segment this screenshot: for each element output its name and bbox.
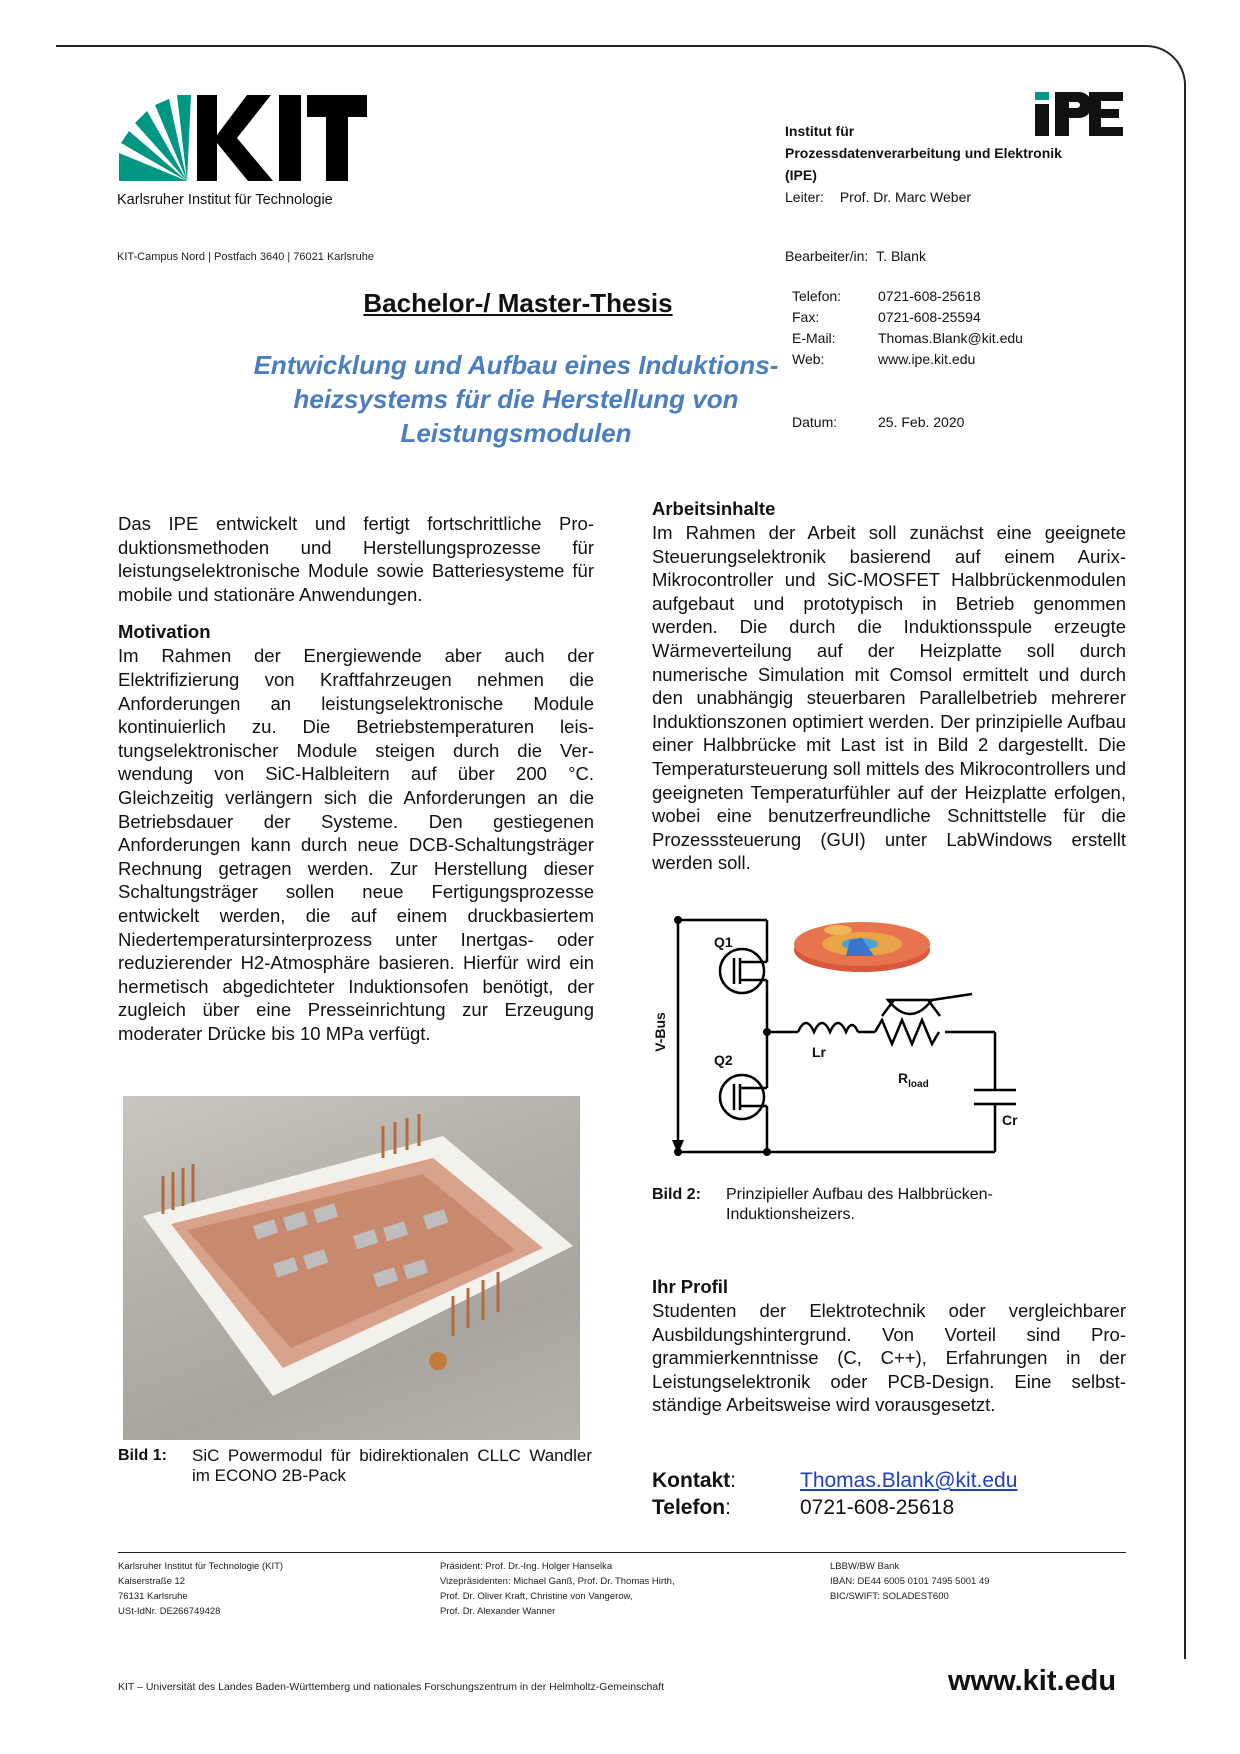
footer-iban: IBAN: DE44 6005 0101 7495 5001 49: [830, 1576, 990, 1587]
figure-2-label: Bild 2:: [652, 1186, 701, 1203]
contact-info: [792, 286, 1052, 376]
cr-label: Cr: [1002, 1112, 1018, 1128]
subtitle-line-3: Leistungsmodulen: [400, 418, 632, 448]
work-heading: Arbeitsinhalte: [652, 498, 776, 519]
contact-fax-value: 0721-608-25594: [878, 309, 981, 325]
subtitle-line-2: heizsystems für die Herstellung von: [293, 384, 739, 414]
institute-leader: [785, 186, 1062, 208]
half-bridge-schematic: [650, 912, 1050, 1162]
kontakt-email-link[interactable]: Thomas.Blank@kit.edu: [800, 1469, 1018, 1492]
footer-col-1: [118, 1559, 283, 1619]
contact-web-value[interactable]: www.ipe.kit.edu: [878, 351, 976, 367]
footer-city: 76131 Karlsruhe: [118, 1591, 188, 1602]
vbus-label: V-Bus: [651, 1012, 668, 1052]
left-column: [118, 512, 594, 1045]
footer-bank: LBBW/BW Bank: [830, 1561, 900, 1572]
footer-vp-2: Prof. Dr. Oliver Kraft, Christine von Vangerow,: [440, 1591, 633, 1602]
figure-2-text: Prinzipieller Aufbau des Halbbrücken-Induktionsheizers.: [726, 1186, 993, 1223]
figure-1-label: Bild 1:: [118, 1447, 167, 1464]
figure-1-caption: [118, 1446, 594, 1490]
kit-logo-mark-icon: [117, 93, 367, 183]
institute-line-3: (IPE): [785, 167, 817, 183]
cooking-pan-icon: [882, 994, 972, 1016]
lr-label: Lr: [812, 1044, 826, 1060]
powermodule-photo: [123, 1096, 580, 1440]
figure-2-caption: [652, 1185, 1102, 1229]
telefon-value: 0721-608-25618: [800, 1496, 955, 1519]
date-value: 25. Feb. 2020: [878, 414, 965, 430]
rload-label: [898, 1070, 929, 1090]
telefon-label: Telefon: [652, 1496, 726, 1519]
footer-col-2: [440, 1559, 675, 1619]
footer-col-3: [830, 1559, 990, 1604]
contact-email-label: E-Mail:: [792, 330, 836, 346]
thesis-subtitle: [206, 348, 826, 450]
q2-label: Q2: [714, 1052, 733, 1068]
subtitle-line-1: Entwicklung und Aufbau eines Induktions-: [253, 350, 779, 380]
profile-paragraph: Studenten der Elektrotechnik oder vergleichbarer Ausbildungshintergrund. Von Vorteil sind Programmierkenntnisse (C, C++), Erfahrungen in der Leistungselektronik oder PCB-Design. Eine selbstständige Arbeitsweise wird vorausgesetzt.: [652, 1300, 1126, 1416]
footer-street: Kaiserstraße 12: [118, 1576, 186, 1587]
leader-label: Leiter:: [785, 189, 824, 205]
circuit-diagram: [650, 912, 1050, 1162]
editor-line: [785, 248, 926, 264]
kit-logo: [117, 93, 367, 208]
contact-email-value[interactable]: Thomas.Blank@kit.edu: [878, 330, 1023, 346]
motivation-paragraph: Im Rahmen der Energiewende aber auch der Elektrifizierung von Kraftfahrzeugen nehmen die Anforderungen an leistungselektronische Module kontinuierlich zu. Die Betriebstemperaturen leistungselektronischer Module steigen durch die Verwendung von SiC-Halbleitern auf über 200 °C. Gleichzeitig verlängern sich die Anforderungen an die Betriebsdauer der Systeme. Den gestiegenen Anforderungen kann durch neue DCB-Schaltungsträger Rechnung getragen werden. Zur Herstellung dieser Schaltungsträger sollen neue Fertigungsprozesse entwickelt werden, die auf einem druckbasiertem Niedertemperatursinterprozess unter Inertgas- oder reduzierender H2-Atmosphäre basieren. Hierfür wird ein hermetisch abgedichteter Induktionsofen benötigt, der zugleich über eine Presseinrichtung zur Erzeugung moderater Drücke bis 10 MPa verfügt.: [118, 645, 594, 1044]
motivation-heading: Motivation: [118, 621, 211, 643]
contact-web-label: Web:: [792, 351, 825, 367]
institute-block: [785, 120, 1062, 208]
rload-sub: load: [908, 1078, 929, 1090]
thesis-title: Bachelor-/ Master-Thesis: [363, 288, 673, 318]
footer-bottom-text: KIT – Universität des Landes Baden-Württemberg und nationales Forschungszentrum in der Helmholtz-Gemeinschaft: [118, 1681, 665, 1693]
footer-divider: [118, 1552, 1126, 1553]
profile-heading: Ihr Profil: [652, 1276, 729, 1297]
contact-phone-value: 0721-608-25618: [878, 288, 981, 304]
institute-line-1: Institut für: [785, 123, 855, 139]
rload-main: R: [898, 1070, 909, 1086]
footer-vp-3: Prof. Dr. Alexander Wanner: [440, 1606, 556, 1617]
leader-name: Prof. Dr. Marc Weber: [839, 189, 972, 205]
address-line: KIT-Campus Nord | Postfach 3640 | 76021 Karlsruhe: [117, 251, 375, 263]
work-paragraph: Im Rahmen der Arbeit soll zunächst eine geeignete Steuerungselektronik basierend auf einem Aurix-Mikrocontroller und SiC-MOSFET Halbbrückenmodulen aufgebaut und prototypisch in Betrieb genommen werden. Die durch die Induktionsspule erzeugte Wärmeverteilung auf der Heizplatte soll durch numerische Simulation mit Comsol ermittelt und durch den unabhängig steuerbaren Parallelbetrieb mehrerer Induktionszonen optimiert werden. Der prinzipielle Aufbau einer Halbbrücke mit Last ist in Bild 2 dargestellt. Die Temperatursteuerung soll mittels des Mikrocontrollers und geeigneten Temperaturfühler auf der Heizplatte erfolgen, wobei eine benutzerfreundliche Schnittstelle für die Prozesssteuerung (GUI) unter LabWindows erstellt werden soll.: [652, 522, 1127, 874]
footer-website[interactable]: www.kit.edu: [948, 1665, 1117, 1697]
q1-label: Q1: [714, 934, 733, 950]
kit-subtitle: Karlsruher Institut für Technologie: [117, 192, 333, 208]
powermodule-image: [123, 1096, 580, 1440]
intro-paragraph: Das IPE entwickelt und fertigt fortschrittliche Produktionsmethoden und Herstellungsprozesse für leistungselektronische Module sowie Batteriesysteme für mobile und stationäre Anwendungen.: [118, 513, 594, 605]
contact-fax-label: Fax:: [792, 309, 820, 325]
figure-1-text: SiC Powermodul für bidirektionalen CLLC Wandler im ECONO 2B-Pack: [192, 1446, 592, 1485]
thermal-simulation-image: [794, 922, 930, 972]
footer-president: Präsident: Prof. Dr.-Ing. Holger Hanselka: [440, 1561, 613, 1572]
profile-section: [652, 1275, 1126, 1417]
editor-label: Bearbeiter/in:: [785, 248, 869, 264]
contact-phone-label: Telefon:: [792, 288, 842, 304]
footer-bic: BIC/SWIFT: SOLADEST600: [830, 1591, 949, 1602]
right-column: [652, 497, 1126, 875]
footer-org: Karlsruher Institut für Technologie (KIT): [118, 1561, 284, 1572]
institute-line-2: Prozessdatenverarbeitung und Elektronik: [785, 145, 1062, 161]
kontakt-label: Kontakt: [652, 1469, 731, 1492]
telefon-line: Telefon: 0721-608-25618: [652, 1496, 955, 1519]
date-line: [792, 412, 1052, 434]
editor-name: T. Blank: [876, 248, 926, 264]
kontakt-line: Kontakt: Thomas.Blank@kit.edu: [652, 1469, 1018, 1492]
footer-vat: USt-IdNr. DE266749428: [118, 1606, 221, 1617]
date-label: Datum:: [792, 414, 838, 430]
footer-vp-1: Vizepräsidenten: Michael Ganß, Prof. Dr. Thomas Hirth,: [440, 1576, 675, 1587]
